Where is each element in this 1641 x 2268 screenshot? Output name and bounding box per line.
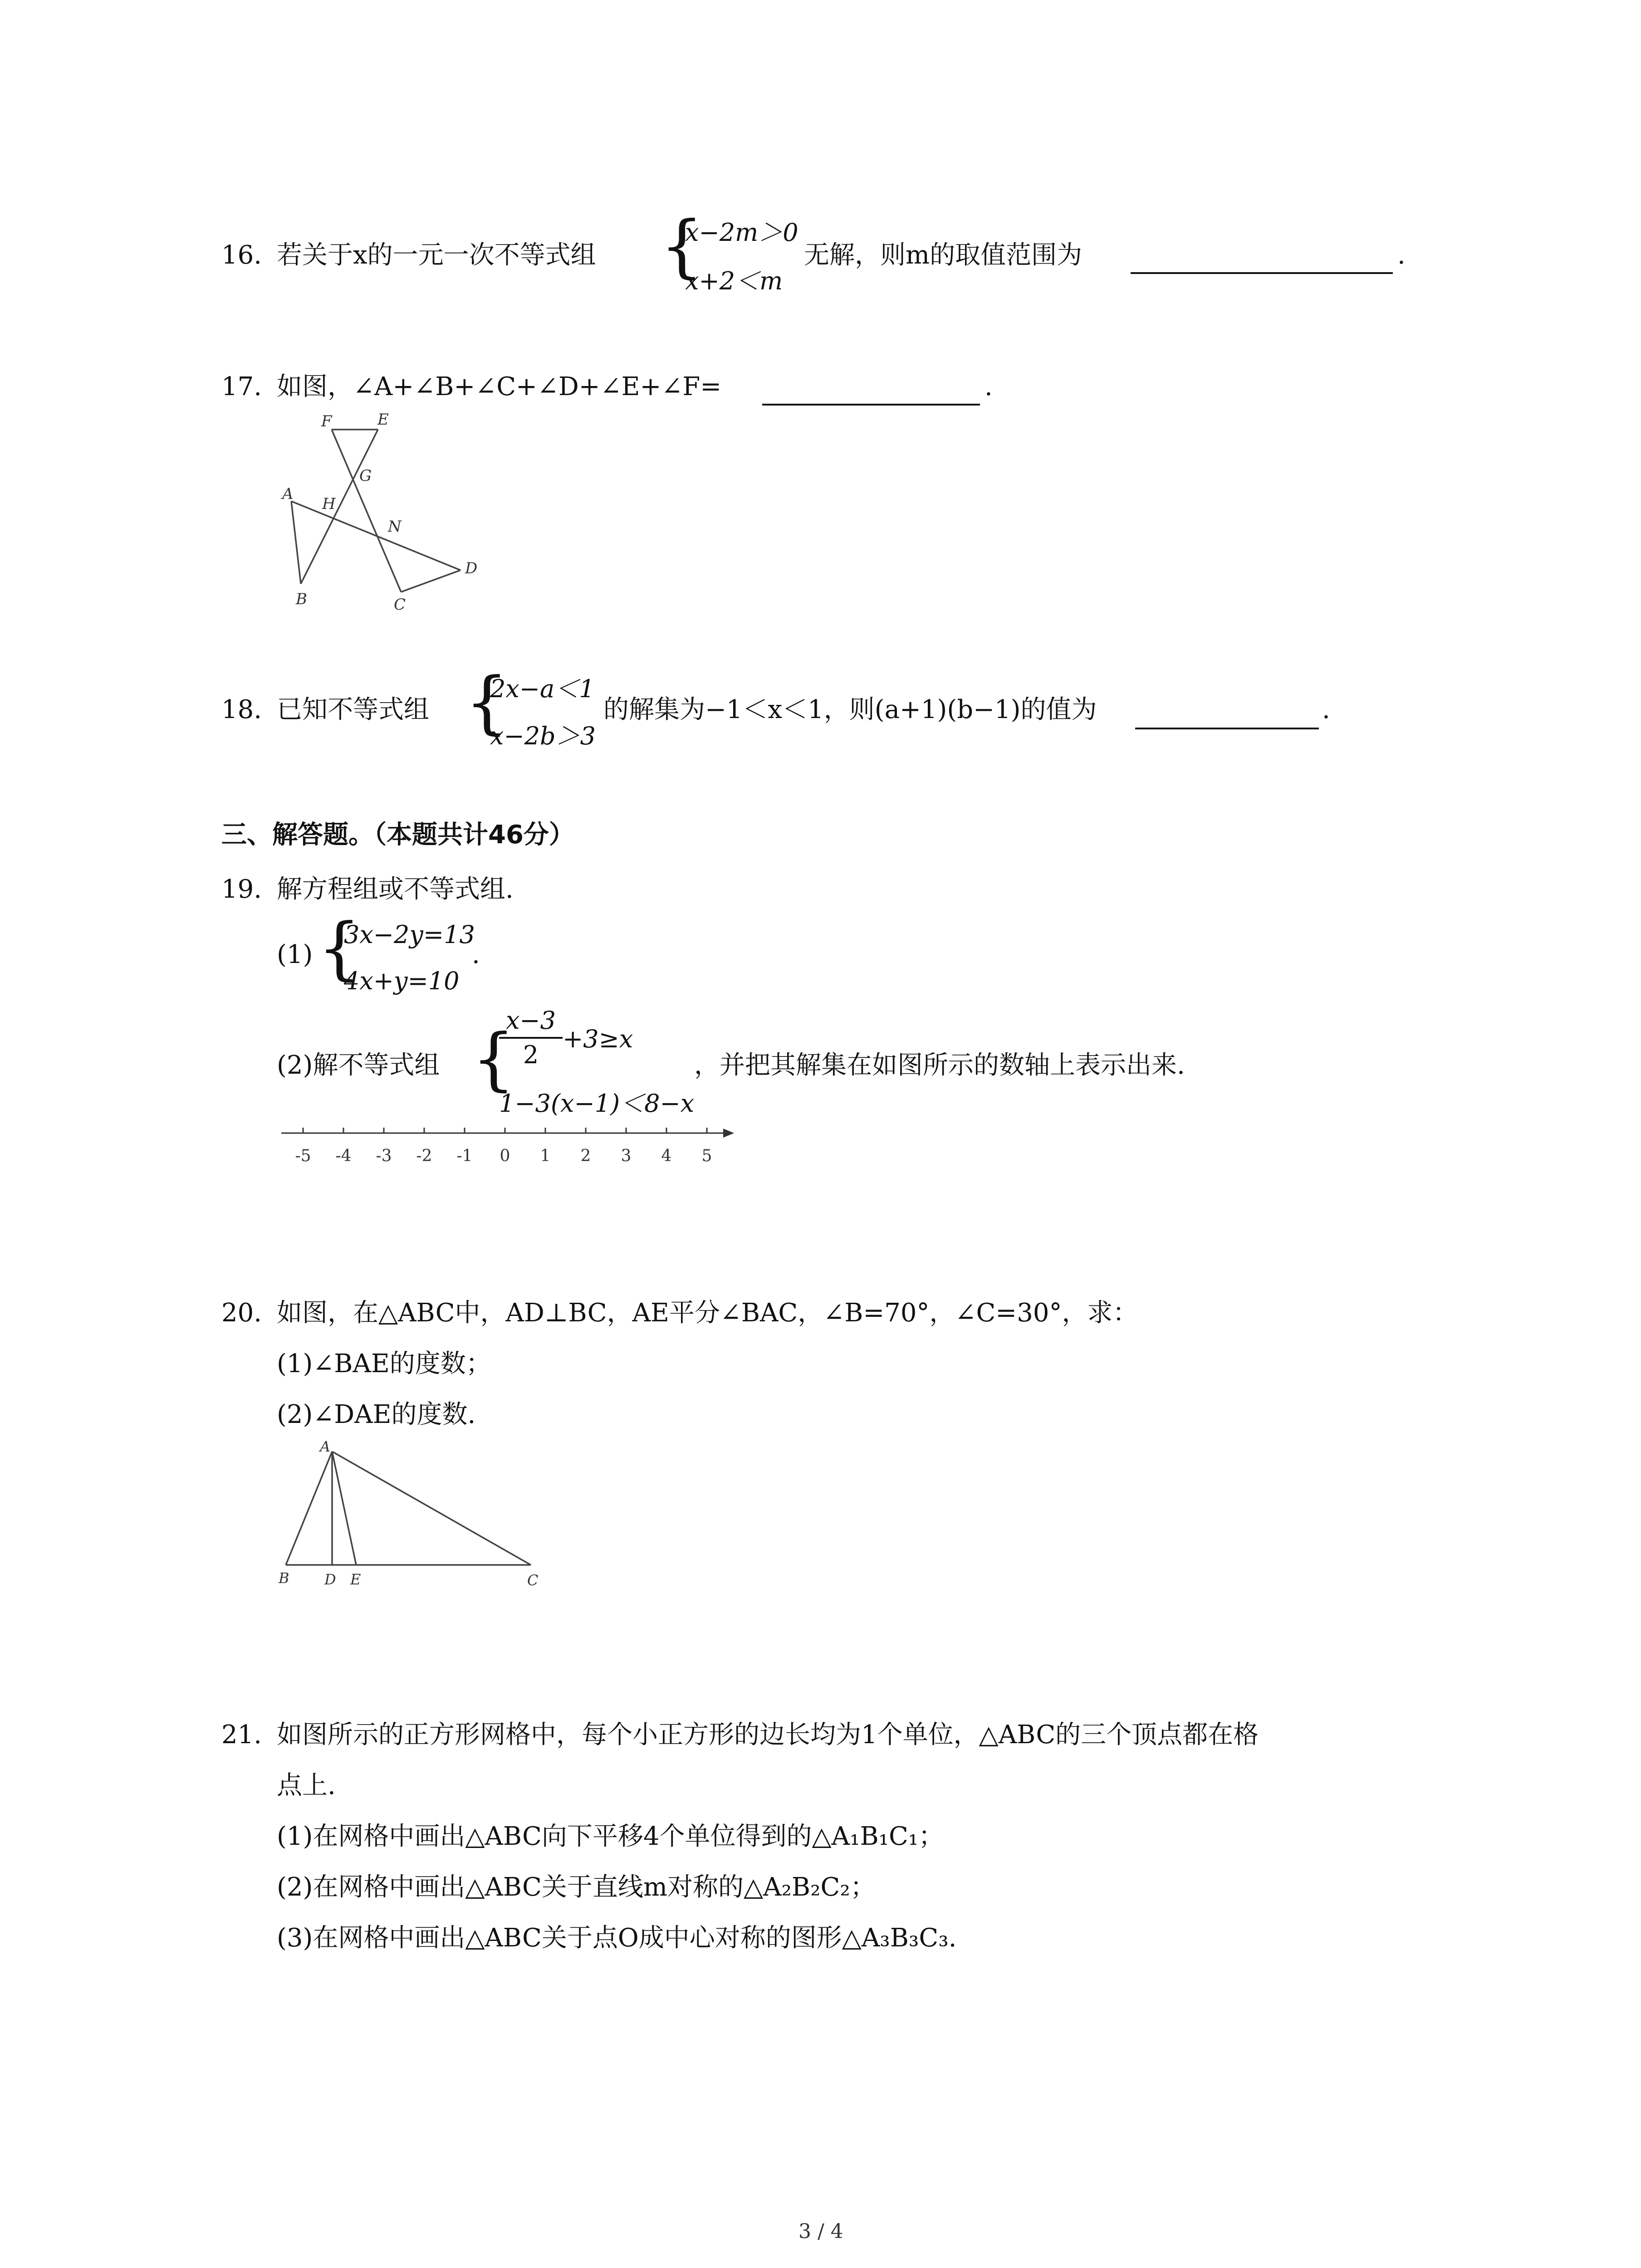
fig17-label-e: E: [377, 411, 389, 429]
page-number: 3 / 4: [798, 2220, 843, 2243]
q21-part2: (2)在网格中画出△ABC关于直线m对称的△A₂B₂C₂；: [277, 1872, 876, 1902]
fig20-label-b: B: [279, 1569, 289, 1587]
q19-text: 解方程组或不等式组.: [277, 875, 514, 904]
fig17-label-f: F: [321, 412, 332, 430]
axis-label: -4: [335, 1147, 352, 1165]
q21-part3: (3)在网格中画出△ABC关于点O成中心对称的图形△A₃B₃C₃.: [277, 1923, 957, 1953]
q17-end: .: [985, 372, 993, 401]
q17-number: 17.: [221, 372, 262, 401]
q20-number: 20.: [221, 1298, 262, 1328]
axis-label: 1: [540, 1147, 551, 1165]
q21-part1: (1)在网格中画出△ABC向下平移4个单位得到的△A₁B₁C₁；: [277, 1822, 944, 1851]
q18-eq2: x−2b＞3: [490, 722, 596, 750]
q19-part1-label: (1): [277, 940, 313, 969]
q16-text-pre: 若关于x的一元一次不等式组: [277, 240, 596, 270]
q18-eq1: 2x−a＜1: [490, 675, 595, 703]
q19-part2-brace: {: [472, 1020, 515, 1099]
q16-number: 16.: [221, 240, 262, 270]
q19-part2-eq1-rest: +3≥x: [563, 1025, 633, 1053]
q18-number: 18.: [221, 695, 262, 724]
q20-figure: [272, 1433, 563, 1597]
fig17-label-h: H: [322, 495, 336, 513]
q16-text-post: 无解，则m的取值范围为: [804, 240, 1083, 270]
q20-part1: (1)∠BAE的度数；: [277, 1349, 491, 1378]
q20-part2: (2)∠DAE的度数.: [277, 1400, 476, 1429]
q16-end: .: [1397, 240, 1406, 270]
q19-part1-eq1: 3x−2y=13: [344, 920, 475, 949]
q17-figure: [272, 408, 499, 617]
fig20-label-c: C: [527, 1572, 539, 1589]
q18-text-pre: 已知不等式组: [277, 695, 429, 724]
section-heading: 三、解答题。（本题共计46分）: [221, 820, 574, 850]
fraction-numerator: x−3: [505, 1006, 556, 1035]
q16-answer-blank[interactable]: [1131, 272, 1393, 274]
axis-label: 2: [580, 1147, 591, 1165]
q19-part1-eq2: 4x+y=10: [344, 967, 460, 995]
axis-label: 5: [701, 1147, 712, 1165]
axis-label: -2: [416, 1147, 432, 1165]
axis-label: -1: [456, 1147, 473, 1165]
fraction-bar: [499, 1037, 563, 1039]
fraction-denominator: 2: [523, 1041, 539, 1069]
q18-brace: {: [465, 663, 509, 742]
axis-label: 4: [661, 1147, 672, 1165]
number-line: [272, 1116, 753, 1170]
fig17-label-a: A: [282, 485, 294, 503]
fig17-label-d: D: [465, 559, 478, 577]
q19-part1-brace: {: [318, 909, 361, 988]
q16-brace: {: [660, 207, 704, 286]
q19-part2-label: (2)解不等式组: [277, 1051, 440, 1080]
q19-part1-end: .: [472, 940, 480, 969]
q21-line2: 点上.: [277, 1771, 336, 1800]
fig17-label-b: B: [296, 590, 307, 608]
q16-eq2: x+2＜m: [685, 267, 783, 295]
q18-end: .: [1322, 695, 1330, 724]
axis-label: 3: [621, 1147, 632, 1165]
fig17-label-g: G: [359, 467, 372, 485]
fig17-label-n: N: [388, 518, 402, 536]
q21-line1: 如图所示的正方形网格中，每个小正方形的边长均为1个单位，△ABC的三个顶点都在格: [277, 1720, 1259, 1750]
q19-part2-eq2: 1−3(x−1)＜8−x: [499, 1089, 695, 1118]
q16-eq1: x−2m＞0: [685, 218, 798, 247]
axis-label: -5: [295, 1147, 311, 1165]
q19-part2-text-post: ，并把其解集在如图所示的数轴上表示出来.: [694, 1051, 1185, 1080]
q21-number: 21.: [221, 1720, 262, 1750]
q17-answer-blank[interactable]: [762, 404, 980, 406]
fig20-label-d: D: [324, 1571, 336, 1588]
q19-number: 19.: [221, 875, 262, 904]
q17-text: 如图，∠A+∠B+∠C+∠D+∠E+∠F=: [277, 372, 722, 401]
fig20-label-e: E: [350, 1571, 361, 1588]
fig20-label-a: A: [320, 1438, 331, 1455]
fig17-label-c: C: [394, 596, 406, 614]
q20-text: 如图，在△ABC中，AD⊥BC，AE平分∠BAC，∠B=70°，∠C=30°，求：: [277, 1298, 1138, 1328]
q18-answer-blank[interactable]: [1135, 728, 1319, 729]
axis-label: 0: [500, 1147, 510, 1165]
q18-text-post: 的解集为−1＜x＜1，则(a+1)(b−1)的值为: [603, 695, 1097, 724]
q19-part2-fraction: [499, 1006, 563, 1070]
axis-label: -3: [376, 1147, 392, 1165]
